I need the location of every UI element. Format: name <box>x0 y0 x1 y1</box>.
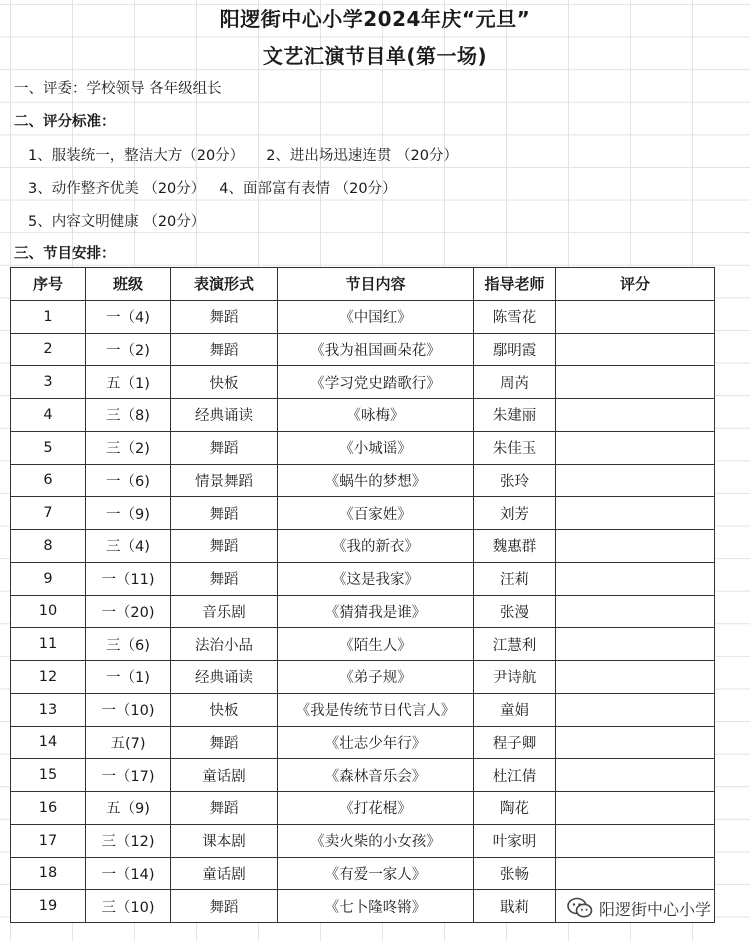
cell-teacher: 童娟 <box>474 693 556 726</box>
table-row <box>11 824 715 857</box>
cell-no: 19 <box>11 890 86 923</box>
cell-no: 11 <box>11 628 86 661</box>
cell-class: 五（1) <box>86 366 171 399</box>
header-class: 班级 <box>86 268 171 301</box>
cell-form: 快板 <box>171 366 278 399</box>
header-content: 节目内容 <box>278 268 474 301</box>
cell-score <box>556 464 715 497</box>
table-header-row <box>11 268 715 301</box>
cell-no: 15 <box>11 759 86 792</box>
cell-teacher: 张畅 <box>474 857 556 890</box>
cell-form: 童话剧 <box>171 857 278 890</box>
cell-form: 舞蹈 <box>171 530 278 563</box>
cell-no: 7 <box>11 497 86 530</box>
table-row <box>11 300 715 333</box>
cell-teacher: 张玲 <box>474 464 556 497</box>
cell-teacher: 汪莉 <box>474 562 556 595</box>
cell-score <box>556 857 715 890</box>
cell-no: 14 <box>11 726 86 759</box>
table-row <box>11 530 715 563</box>
table-row <box>11 792 715 825</box>
cell-class: 三（10) <box>86 890 171 923</box>
criterion-2: 2、进出场迅速连贯 （20分） <box>266 148 458 164</box>
cell-no: 2 <box>11 333 86 366</box>
table-row <box>11 726 715 759</box>
table-row <box>11 464 715 497</box>
cell-class: 三（12) <box>86 824 171 857</box>
criteria-row-1 <box>28 144 458 165</box>
cell-no: 13 <box>11 693 86 726</box>
cell-content: 《这是我家》 <box>278 562 474 595</box>
cell-class: 五(7) <box>86 726 171 759</box>
cell-score <box>556 726 715 759</box>
criterion-5: 5、内容文明健康 （20分） <box>28 214 206 230</box>
program-table <box>10 267 715 923</box>
cell-teacher: 陶花 <box>474 792 556 825</box>
cell-score <box>556 366 715 399</box>
cell-score <box>556 792 715 825</box>
cell-form: 舞蹈 <box>171 726 278 759</box>
table-row <box>11 431 715 464</box>
cell-score <box>556 628 715 661</box>
cell-score <box>556 562 715 595</box>
cell-form: 舞蹈 <box>171 562 278 595</box>
table-row <box>11 759 715 792</box>
cell-form: 舞蹈 <box>171 792 278 825</box>
cell-content: 《卖火柴的小女孩》 <box>278 824 474 857</box>
table-row <box>11 399 715 432</box>
table-row <box>11 497 715 530</box>
cell-score <box>556 530 715 563</box>
cell-class: 一（6) <box>86 464 171 497</box>
cell-class: 一（14) <box>86 857 171 890</box>
cell-teacher: 尹诗航 <box>474 661 556 694</box>
cell-class: 三（8) <box>86 399 171 432</box>
cell-teacher: 杜江倩 <box>474 759 556 792</box>
cell-form: 快板 <box>171 693 278 726</box>
cell-form: 舞蹈 <box>171 890 278 923</box>
cell-no: 12 <box>11 661 86 694</box>
cell-class: 一（20) <box>86 595 171 628</box>
cell-content: 《我的新衣》 <box>278 530 474 563</box>
cell-teacher: 陈雪花 <box>474 300 556 333</box>
cell-content: 《陌生人》 <box>278 628 474 661</box>
cell-form: 情景舞蹈 <box>171 464 278 497</box>
cell-score <box>556 661 715 694</box>
program-table-body <box>11 300 715 922</box>
cell-no: 10 <box>11 595 86 628</box>
cell-content: 《中国红》 <box>278 300 474 333</box>
cell-form: 舞蹈 <box>171 333 278 366</box>
cell-content: 《七卜隆咚锵》 <box>278 890 474 923</box>
table-row <box>11 595 715 628</box>
cell-no: 16 <box>11 792 86 825</box>
cell-no: 5 <box>11 431 86 464</box>
wechat-official-account-icon <box>567 897 593 919</box>
header-teacher: 指导老师 <box>474 268 556 301</box>
cell-form: 童话剧 <box>171 759 278 792</box>
cell-form: 舞蹈 <box>171 300 278 333</box>
cell-form: 舞蹈 <box>171 497 278 530</box>
cell-teacher: 刘芳 <box>474 497 556 530</box>
cell-content: 《我是传统节日代言人》 <box>278 693 474 726</box>
cell-content: 《壮志少年行》 <box>278 726 474 759</box>
cell-content: 《弟子规》 <box>278 661 474 694</box>
cell-teacher: 朱佳玉 <box>474 431 556 464</box>
header-score: 评分 <box>556 268 715 301</box>
cell-score <box>556 333 715 366</box>
cell-content: 《猜猜我是谁》 <box>278 595 474 628</box>
cell-content: 《百家姓》 <box>278 497 474 530</box>
cell-no: 18 <box>11 857 86 890</box>
cell-class: 三（6) <box>86 628 171 661</box>
cell-no: 17 <box>11 824 86 857</box>
cell-no: 4 <box>11 399 86 432</box>
cell-class: 三（2) <box>86 431 171 464</box>
cell-score <box>556 759 715 792</box>
cell-score <box>556 300 715 333</box>
cell-no: 6 <box>11 464 86 497</box>
cell-teacher: 朱建丽 <box>474 399 556 432</box>
criteria-heading: 二、评分标准： <box>14 114 116 130</box>
cell-score <box>556 399 715 432</box>
criterion-3: 3、动作整齐优美 （20分） <box>28 181 206 197</box>
cell-class: 五（9) <box>86 792 171 825</box>
table-row <box>11 857 715 890</box>
cell-no: 8 <box>11 530 86 563</box>
program-heading: 三、节目安排： <box>14 246 116 262</box>
cell-class: 一（4) <box>86 300 171 333</box>
cell-content: 《学习党史踏歌行》 <box>278 366 474 399</box>
cell-no: 9 <box>11 562 86 595</box>
criterion-1: 1、服装统一，整洁大方（20分） <box>28 148 245 164</box>
criterion-4: 4、面部富有表情 （20分） <box>219 181 397 197</box>
table-row <box>11 366 715 399</box>
cell-score <box>556 595 715 628</box>
cell-form: 经典诵读 <box>171 661 278 694</box>
cell-score <box>556 431 715 464</box>
cell-content: 《有爱一家人》 <box>278 857 474 890</box>
cell-no: 3 <box>11 366 86 399</box>
table-row <box>11 661 715 694</box>
cell-teacher: 魏惠群 <box>474 530 556 563</box>
cell-content: 《打花棍》 <box>278 792 474 825</box>
cell-teacher: 叶家明 <box>474 824 556 857</box>
cell-content: 《小城谣》 <box>278 431 474 464</box>
criteria-row-2 <box>28 177 397 198</box>
cell-content: 《森林音乐会》 <box>278 759 474 792</box>
cell-class: 一（9) <box>86 497 171 530</box>
table-row <box>11 562 715 595</box>
cell-form: 舞蹈 <box>171 431 278 464</box>
cell-class: 一（2) <box>86 333 171 366</box>
cell-no: 1 <box>11 300 86 333</box>
table-row <box>11 628 715 661</box>
cell-score <box>556 497 715 530</box>
document-title-line1: 阳逻街中心小学2024年庆“元旦” <box>219 7 531 31</box>
cell-teacher: 程子卿 <box>474 726 556 759</box>
cell-content: 《咏梅》 <box>278 399 474 432</box>
cell-score <box>556 824 715 857</box>
cell-teacher: 戢莉 <box>474 890 556 923</box>
judges-line: 一、评委：学校领导 各年级组长 <box>14 81 222 97</box>
cell-score <box>556 693 715 726</box>
cell-class: 一（11) <box>86 562 171 595</box>
cell-class: 一（1) <box>86 661 171 694</box>
cell-class: 一（10) <box>86 693 171 726</box>
cell-form: 音乐剧 <box>171 595 278 628</box>
document-title-line2: 文艺汇演节目单(第一场) <box>262 44 488 68</box>
cell-teacher: 周芮 <box>474 366 556 399</box>
watermark <box>567 896 711 920</box>
watermark-text: 阳逻街中心小学 <box>599 899 712 919</box>
cell-class: 三（4) <box>86 530 171 563</box>
cell-class: 一（17) <box>86 759 171 792</box>
table-row <box>11 693 715 726</box>
cell-content: 《蜗牛的梦想》 <box>278 464 474 497</box>
cell-form: 课本剧 <box>171 824 278 857</box>
table-row <box>11 333 715 366</box>
cell-teacher: 鄢明霞 <box>474 333 556 366</box>
header-no: 序号 <box>11 268 86 301</box>
cell-teacher: 张漫 <box>474 595 556 628</box>
cell-content: 《我为祖国画朵花》 <box>278 333 474 366</box>
cell-teacher: 江慧利 <box>474 628 556 661</box>
cell-form: 经典诵读 <box>171 399 278 432</box>
criteria-row-3 <box>28 210 205 231</box>
cell-form: 法治小品 <box>171 628 278 661</box>
header-form: 表演形式 <box>171 268 278 301</box>
